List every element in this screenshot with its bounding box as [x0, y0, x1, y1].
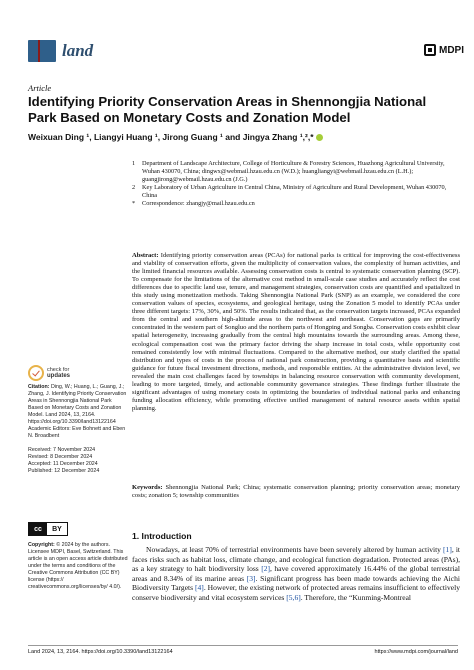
keywords-label: Keywords: — [132, 484, 163, 491]
citation-label: Citation: — [28, 384, 50, 390]
citation-block — [28, 384, 128, 426]
check-updates-line1: check for — [47, 367, 70, 373]
check-for-updates-button[interactable] — [28, 365, 70, 381]
published-date: Published: 12 December 2024 — [28, 468, 100, 474]
intro-text-1: Nowadays, at least 70% of terrestrial environments have been severely altered by human activity — [146, 545, 441, 554]
affiliations — [132, 160, 462, 208]
article-type: Article — [28, 83, 52, 93]
intro-text-6: . Therefore, the “Kunming-Montreal — [300, 592, 412, 602]
affiliation-1 — [132, 160, 462, 184]
reference-link[interactable]: [3] — [246, 573, 256, 583]
paper-title: Identifying Priority Conservation Areas in Shennongjia National Park Based on Monetary Costs and Zonation Model — [28, 94, 427, 125]
reference-link[interactable]: [5,6] — [286, 592, 301, 602]
accepted-date: Accepted: 11 December 2024 — [28, 461, 98, 467]
copyright-label: Copyright: — [28, 542, 55, 548]
cc-icon: cc — [29, 523, 47, 535]
keywords-text: Shennongjia National Park; China; systematic conservation planning; priority conservation areas; monetary costs; zonation 5; township communities — [132, 484, 461, 500]
intro-text-3: , have covered approximately 16.44% of the global terrestrial areas and 8.34% of its marine areas — [132, 564, 461, 583]
abstract-label: Abstract: — [132, 252, 159, 259]
publisher-logo — [424, 44, 464, 56]
check-updates-label — [47, 367, 70, 379]
footer-divider — [28, 645, 458, 646]
revised-date: Revised: 8 December 2024 — [28, 454, 93, 460]
affiliation-mark: 2 — [132, 184, 136, 191]
introduction-paragraph — [132, 545, 460, 602]
correspondence-text: Correspondence: zhangjy@mail.hzau.edu.cn — [142, 200, 255, 207]
affiliation-mark: * — [132, 200, 136, 207]
abstract — [132, 252, 460, 413]
mdpi-icon — [424, 44, 436, 56]
check-updates-line2: updates — [47, 373, 71, 379]
history-dates — [28, 447, 128, 475]
section-heading-introduction: 1. Introduction — [132, 531, 192, 541]
keywords — [132, 484, 460, 500]
intro-text-4: . Significant progress has been made towards achieving the Aichi Biodiversity Targets — [132, 573, 460, 592]
footer-journal-url[interactable]: https://www.mdpi.com/journal/land — [374, 649, 458, 655]
affiliation-text: Key Laboratory of Urban Agriculture in Central China, Ministry of Agriculture and Rural Development, Wuhan 430070, China — [142, 184, 447, 199]
reference-link[interactable]: [2] — [261, 564, 271, 573]
intro-text-5: . However, the existing network of protected areas remains insufficient to effectively conserve biodiversity and vital ecosystem services — [132, 583, 461, 602]
author-list — [28, 132, 458, 142]
affiliation-2 — [132, 184, 462, 200]
received-date: Received: 7 November 2024 — [28, 447, 96, 453]
check-updates-icon — [28, 365, 44, 381]
affiliation-text: Department of Landscape Architecture, College of Horticulture & Forestry Sciences, Huazhong Agricultural University, Wuhan 430070, China; dingwx@webmail.hzau.edu.cn (W.D.); huangliangyi@webmail.hzau.edu.cn (L.H.); guangjirong@webmail.hzau.edu.cn (J.G.) — [142, 160, 445, 183]
cc-by-badge[interactable] — [28, 522, 68, 536]
journal-logo — [28, 40, 56, 62]
footer-citation[interactable]: Land 2024, 13, 2164. https://doi.org/10.3390/land13122164 — [28, 649, 173, 655]
author-names: Weixuan Ding ¹, Liangyi Huang ¹, Jirong Guang ¹ and Jingya Zhang ¹,²,* — [28, 132, 314, 142]
correspondence — [132, 200, 462, 208]
reference-link[interactable]: [4] — [195, 583, 204, 592]
academic-editors: Academic Editors: Eve Bohnett and Eben N. Broadbent — [28, 426, 126, 439]
affiliation-mark: 1 — [132, 160, 136, 167]
abstract-text: Identifying priority conservation areas (PCAs) for national parks is critical for improving the cost-effectiveness and viability of conservation efforts, given the multiplicity of conservation values, the complexity of human activities, and the limited financial resources available. Assessing conservation costs is central to systematic conservation planning (SCP). To compensate for the limitations of the alternative cost method in small-scale case studies and accurately reflect the cost differences due to specific land use, tenure, and management strategies, conservation costs are quantified and spatialized in this study using monetization methods. Taking Shennongjia National Park (SNP) as an example, we considered the core conservation values of species, ecosystems, and geological heritage, using the Zonation 5 model to identify PCAs under three different targets: 17%, 30%, and 50%. The results indicated that, as the conservation targets increased, PCAs expanded from the central and southern high-altitude areas to the northwest and northeast. Conservation gaps are primarily concentrated in the western part of Songluo and the northern parts of Hongping and Songba. Conservation costs exhibit clear spatial heterogeneity, increasing gradually from the central high mountains towards the surrounding areas. Among these, ecological compensation cost was the primary factor driving the sharp increase in total costs, while opportunity cost remained consistently low with minimal fluctuations. Compared to the alternative method, our study clarified the spatial distribution and types of costs in the process of national park construction, providing a quantitative basis and scientific guidance for future fiscal investment directions, methods, and responsible entities. At the administrative division level, we revealed the main cost challenges faced by townships in balancing resource conservation with community development, leading to more targeted, timely, and actionable community governance strategies. These findings further illustrate the significant advantages of using monetary costs in optimizing the boundaries of individual national parks and enhancing funding allocation efficiency, while promoting effective unified management of natural resource assets within spatial planning. — [132, 252, 460, 412]
journal-name: land — [62, 41, 94, 60]
reference-link[interactable]: [1] — [443, 545, 452, 554]
publisher-name: MDPI — [439, 44, 464, 56]
by-icon: BY — [52, 525, 62, 533]
orcid-icon[interactable] — [316, 134, 323, 141]
copyright-block — [28, 542, 128, 591]
citation-text: Ding, W.; Huang, L.; Guang, J.; Zhang, J. Identifying Priority Conservation Areas in Shennongjia National Park Based on Monetary Costs and Zonation Model. Land 2024, 13, 2164. https://doi.org/10.3390/land13122164 — [28, 384, 127, 425]
copyright-text: © 2024 by the authors. Licensee MDPI, Basel, Switzerland. This article is an open access article distributed under the terms and conditions of the Creative Commons Attribution (CC BY) license (https:// creativecommons.org/licenses/by/ 4.0/). — [28, 542, 128, 590]
intro-text-2: , it faces risks such as habitat loss, climate change, and ecological function degradation. Protected areas (PAs), as a key strategy to halt biodiversity loss — [132, 545, 461, 573]
